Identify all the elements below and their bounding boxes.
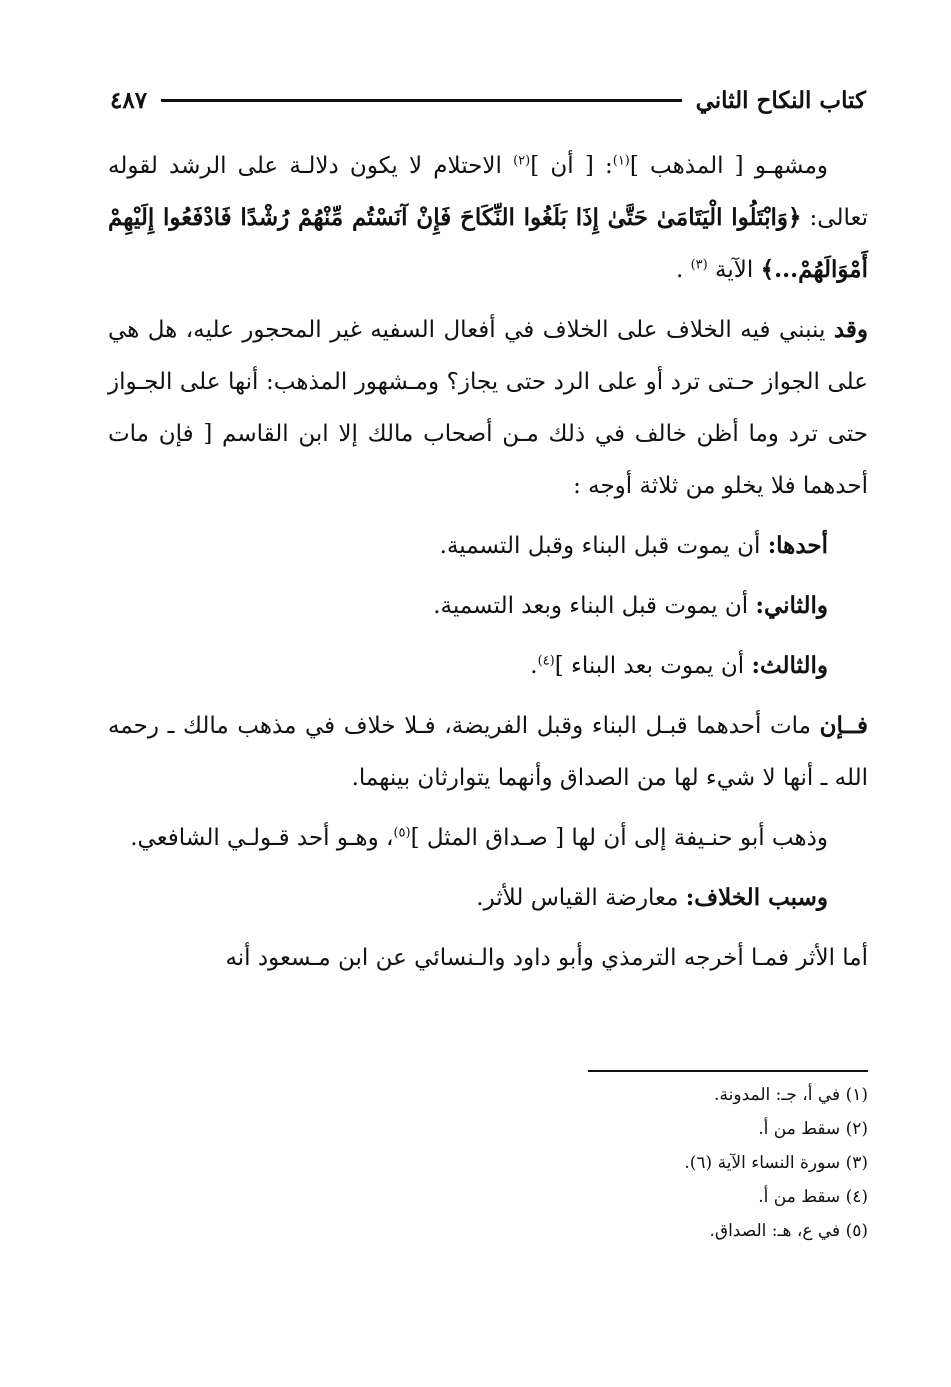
paragraph-1 xyxy=(108,140,868,296)
case-1 xyxy=(108,520,868,572)
text-span: الاحتلام لا يكون دلالـة على الرشد لقوله تعالى: xyxy=(108,153,868,231)
footnote-2: (٢) سقط من أ. xyxy=(758,1119,868,1139)
paragraph-2 xyxy=(108,304,868,512)
text-span: مات أحدهما قبـل البناء وقبل الفريضة، فـلا خلاف في مذهب مالك ـ رحمه الله ـ أنها لا شيء لها من الصداق وأنهما يتوارثان بينهما. xyxy=(108,713,868,791)
footnote-ref: (٣) xyxy=(690,257,708,273)
case-2 xyxy=(108,580,868,632)
lead-word: وسبب الخلاف: xyxy=(685,884,828,911)
paragraph-5 xyxy=(108,872,868,924)
paragraph-6 xyxy=(108,932,868,984)
paragraph-4 xyxy=(108,812,868,864)
chapter-title: كتاب النكاح الثاني xyxy=(695,86,866,114)
footnote-3: (٣) سورة النساء الآية (٦). xyxy=(684,1153,868,1173)
text-span: أما الأثر فمـا أخرجه الترمذي وأبو داود والـنسائي عن ابن مـسعود أنه xyxy=(225,945,868,971)
lead-word: فــإن xyxy=(819,712,868,739)
text-span: . xyxy=(675,257,691,283)
main-text xyxy=(108,140,868,992)
text-span: أن يموت قبل البناء وبعد التسمية. xyxy=(433,593,756,619)
footnotes xyxy=(500,1078,868,1248)
page-header xyxy=(110,80,866,120)
footnote-ref: (١) xyxy=(612,153,630,169)
page-number: ٤٨٧ xyxy=(110,86,148,114)
text-span: الآية xyxy=(707,257,761,283)
footnote-5: (٥) في ع، هـ: الصداق. xyxy=(709,1221,868,1241)
text-span: أن يموت قبل البناء وقبل التسمية. xyxy=(439,533,768,559)
case-3 xyxy=(108,640,868,692)
footnote-4: (٤) سقط من أ. xyxy=(758,1187,868,1207)
text-span: . xyxy=(530,653,538,679)
text-span: ومشهـو [ المذهب ] xyxy=(629,153,828,179)
text-span: ينبني فيه الخلاف على الخلاف في أفعال السفيه غير المحجور عليه، هل هي على الجواز حـتى ترد أو على الرد حتى يجاز؟ ومـشهور المذهب: أنها على الجـواز حتى ترد وما أظن خالف في ذلك مـن أصحاب مالك إلا ابن القاسم [ فإن مات أحدهما فلا يخلو من ثلاثة أوجه : xyxy=(108,317,868,499)
header-rule xyxy=(161,99,682,102)
text-span: ، وهـو أحد قـولـي الشافعي. xyxy=(130,825,394,851)
footnote-ref: (٢) xyxy=(513,153,531,169)
footnote-ref: (٥) xyxy=(393,825,411,841)
lead-word: والثالث: xyxy=(751,652,828,679)
footnote-rule xyxy=(588,1070,868,1072)
lead-word: أحدها: xyxy=(767,532,828,559)
quran-verse: ﴿وَابْتَلُوا الْيَتَامَىٰ حَتَّىٰ إِذَا بَلَغُوا النِّكَاحَ فَإِنْ آنَسْتُم مِّنْهُمْ رُشْدًا فَادْفَعُوا إِلَيْهِمْ أَمْوَالَهُمْ...﴾ xyxy=(108,204,868,283)
paragraph-3 xyxy=(108,700,868,804)
footnote-1: (١) في أ، جـ: المدونة. xyxy=(714,1085,868,1105)
text-span: أن يموت بعد البناء ] xyxy=(554,653,752,679)
text-span: : [ أن ] xyxy=(530,153,613,179)
lead-word: والثاني: xyxy=(755,592,828,619)
footnote-ref: (٤) xyxy=(537,653,555,669)
text-span: وذهب أبو حنـيفة إلى أن لها [ صـداق المثل ] xyxy=(410,825,828,851)
text-span: معارضة القياس للأثر. xyxy=(476,885,686,911)
lead-word: وقد xyxy=(833,316,868,343)
